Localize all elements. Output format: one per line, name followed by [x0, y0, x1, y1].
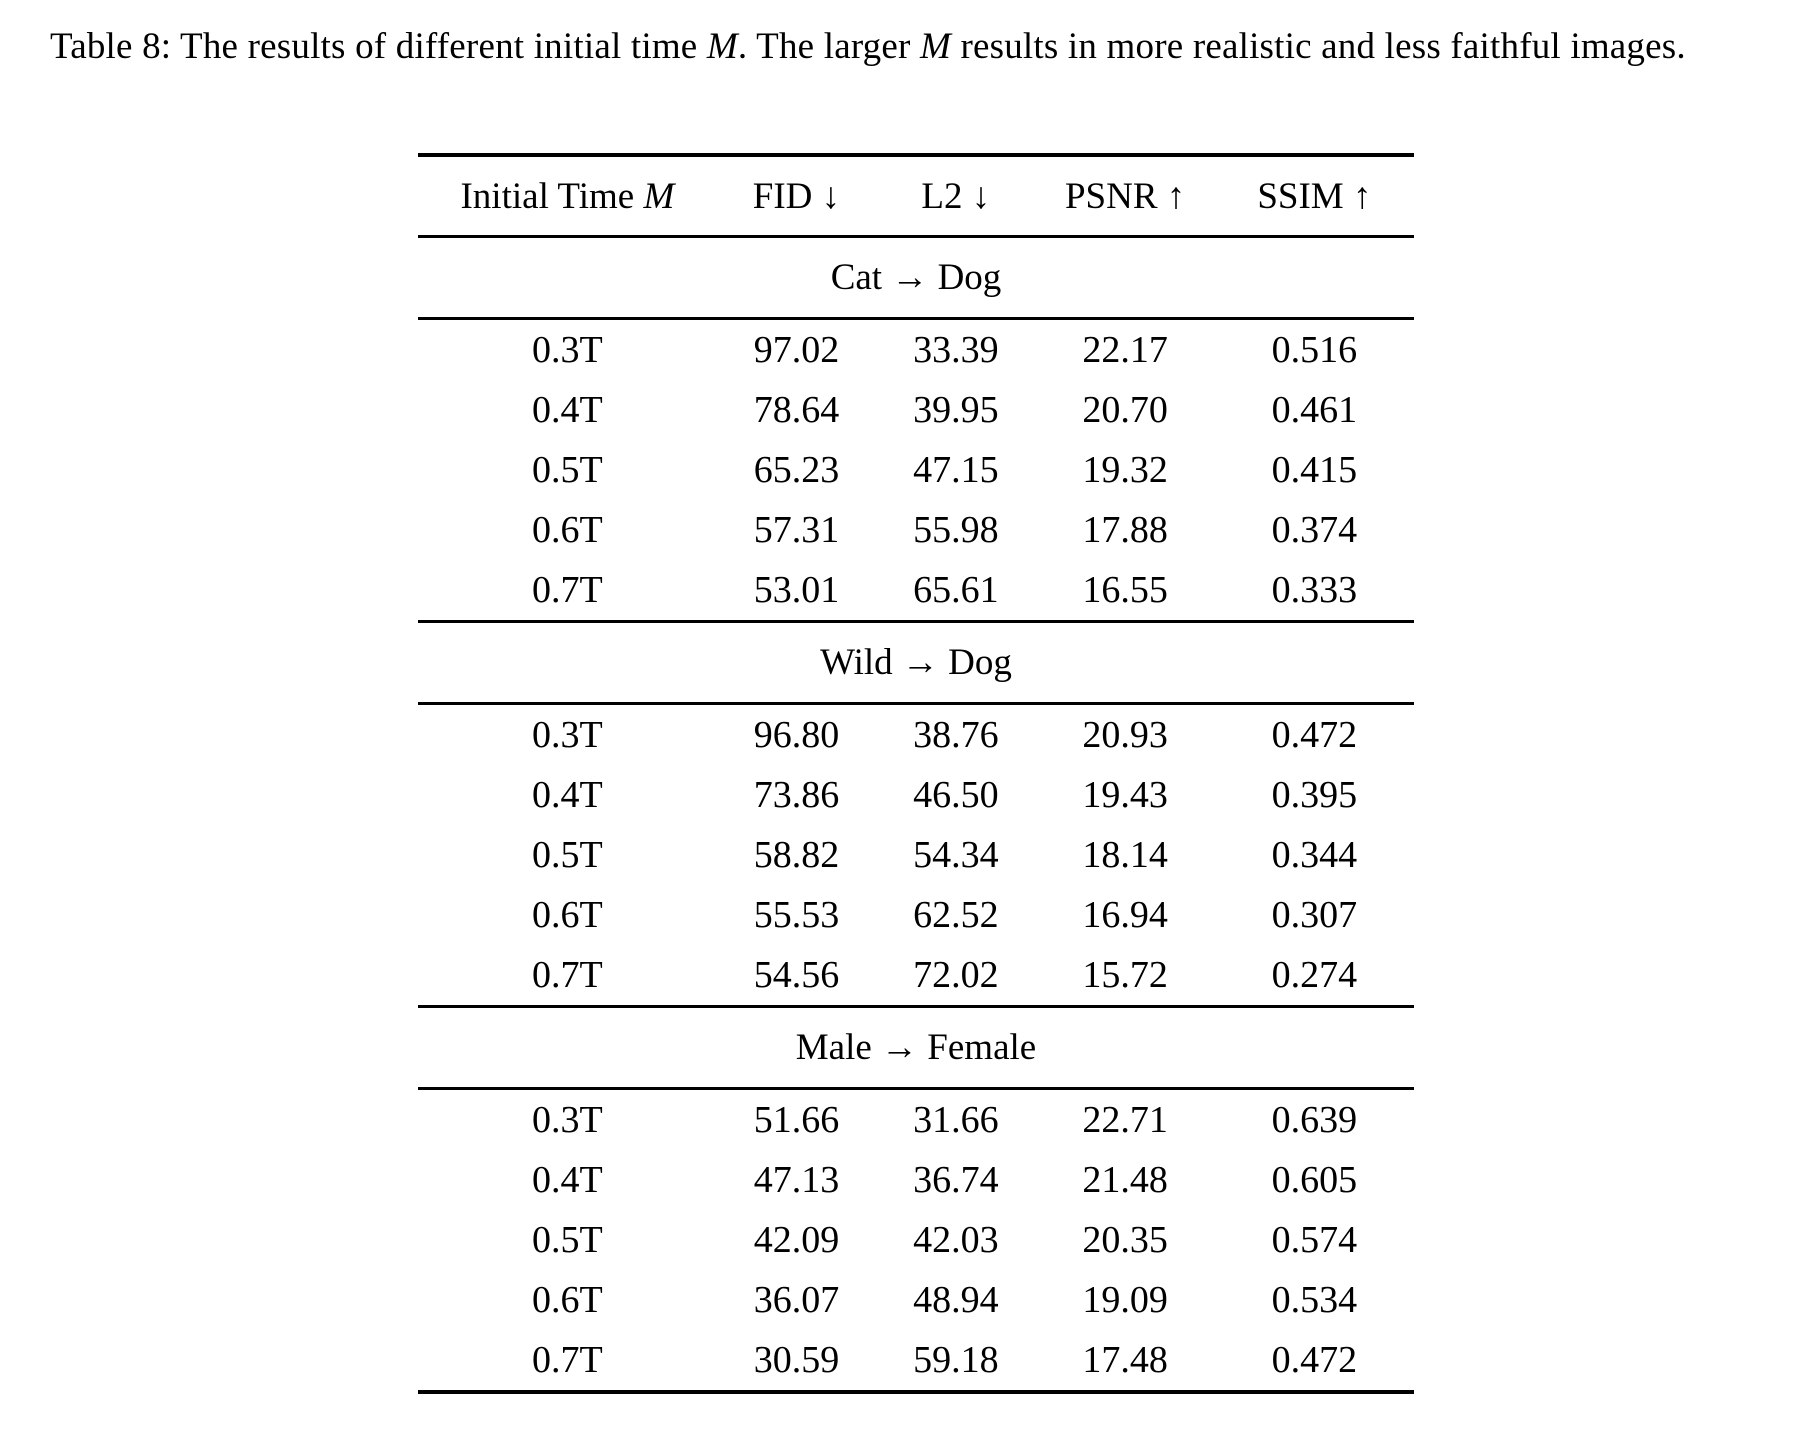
metric-value: 97.02: [753, 329, 840, 371]
section-title: Wild → Dog: [418, 622, 1414, 704]
col-header-initial-time-text: Initial Time: [460, 175, 644, 217]
section-header-row: [418, 622, 1414, 704]
metric-value: 38.76: [913, 714, 999, 756]
row-label-initial-time: 0.5T: [532, 449, 603, 491]
col-header-initial-time-math: M: [643, 175, 675, 217]
metric-value: 16.55: [1082, 569, 1168, 611]
metric-value: 96.80: [753, 714, 840, 756]
table-row: [418, 765, 1414, 825]
row-label-initial-time: 0.5T: [532, 834, 603, 876]
table-row: [418, 380, 1414, 440]
table-row: [418, 1330, 1414, 1392]
caption-text-3: results in more realistic and less faithful images.: [951, 26, 1686, 67]
metric-value: 73.86: [753, 774, 840, 816]
col-header-fid: FID ↓: [717, 155, 876, 237]
metric-value: 62.52: [913, 894, 999, 936]
row-label-initial-time: 0.5T: [532, 1219, 603, 1261]
metric-value: 42.09: [753, 1219, 840, 1261]
row-label-initial-time: 0.4T: [532, 1159, 603, 1201]
metric-value: 0.415: [1271, 449, 1358, 491]
metric-value: 58.82: [753, 834, 840, 876]
row-label-initial-time: 0.6T: [532, 1279, 603, 1321]
metric-value: 20.35: [1082, 1219, 1168, 1261]
caption-math-m-2: M: [919, 26, 952, 67]
row-label-initial-time: 0.7T: [532, 954, 603, 996]
section-header-row: [418, 237, 1414, 319]
metric-value: 17.48: [1082, 1339, 1168, 1381]
metric-value: 36.74: [913, 1159, 999, 1201]
col-header-initial-time: [418, 155, 717, 237]
table-row: [418, 885, 1414, 945]
metric-value: 15.72: [1082, 954, 1168, 996]
row-label-initial-time: 0.4T: [532, 774, 603, 816]
metric-value: 0.344: [1271, 834, 1358, 876]
metric-value: 65.61: [913, 569, 999, 611]
table-row: [418, 1210, 1414, 1270]
row-label-initial-time: 0.3T: [532, 714, 603, 756]
row-label-initial-time: 0.6T: [532, 894, 603, 936]
metric-value: 55.98: [913, 509, 999, 551]
metric-value: 0.274: [1271, 954, 1358, 996]
table-row: [418, 1270, 1414, 1330]
metric-value: 0.307: [1271, 894, 1358, 936]
table-row: [418, 500, 1414, 560]
metric-value: 0.605: [1271, 1159, 1358, 1201]
metric-value: 59.18: [913, 1339, 999, 1381]
metric-value: 39.95: [913, 389, 999, 431]
metric-value: 78.64: [753, 389, 840, 431]
row-label-initial-time: 0.3T: [532, 1099, 603, 1141]
table-row: [418, 825, 1414, 885]
metric-value: 18.14: [1082, 834, 1168, 876]
metric-value: 47.13: [753, 1159, 840, 1201]
metric-value: 42.03: [913, 1219, 999, 1261]
metric-value: 54.56: [753, 954, 840, 996]
table-row: [418, 1150, 1414, 1210]
metric-value: 36.07: [753, 1279, 840, 1321]
table-row: [418, 945, 1414, 1007]
row-label-initial-time: 0.4T: [532, 389, 603, 431]
metric-value: 20.70: [1082, 389, 1168, 431]
section-header-row: [418, 1007, 1414, 1089]
metric-value: 46.50: [913, 774, 999, 816]
metric-value: 0.333: [1271, 569, 1358, 611]
row-label-initial-time: 0.7T: [532, 569, 603, 611]
metric-value: 0.534: [1271, 1279, 1358, 1321]
table-row: [418, 704, 1414, 766]
metric-value: 0.472: [1271, 1339, 1358, 1381]
metric-value: 55.53: [753, 894, 840, 936]
row-label-initial-time: 0.6T: [532, 509, 603, 551]
results-table: [418, 153, 1414, 1394]
metric-value: 19.32: [1082, 449, 1168, 491]
metric-value: 19.43: [1082, 774, 1168, 816]
section-title: Male → Female: [418, 1007, 1414, 1089]
table-row: [418, 319, 1414, 381]
metric-value: 22.17: [1082, 329, 1168, 371]
caption-text-2: . The larger: [737, 26, 920, 67]
metric-value: 22.71: [1082, 1099, 1168, 1141]
col-header-ssim: SSIM ↑: [1215, 155, 1414, 237]
row-label-initial-time: 0.3T: [532, 329, 603, 371]
metric-value: 0.395: [1271, 774, 1358, 816]
metric-value: 47.15: [913, 449, 999, 491]
metric-value: 17.88: [1082, 509, 1168, 551]
caption-text-1: Table 8: The results of different initial time: [50, 26, 707, 67]
metric-value: 0.472: [1271, 714, 1358, 756]
metric-value: 0.639: [1271, 1099, 1358, 1141]
metric-value: 0.574: [1271, 1219, 1358, 1261]
metric-value: 72.02: [913, 954, 999, 996]
metric-value: 57.31: [753, 509, 840, 551]
metric-value: 30.59: [753, 1339, 840, 1381]
table-row: [418, 440, 1414, 500]
metric-value: 21.48: [1082, 1159, 1168, 1201]
metric-value: 16.94: [1082, 894, 1168, 936]
metric-value: 0.516: [1271, 329, 1358, 371]
metric-value: 51.66: [753, 1099, 840, 1141]
row-label-initial-time: 0.7T: [532, 1339, 603, 1381]
metric-value: 48.94: [913, 1279, 999, 1321]
header-row: [418, 155, 1414, 237]
table-caption: [50, 20, 1765, 73]
metric-value: 19.09: [1082, 1279, 1168, 1321]
metric-value: 0.374: [1271, 509, 1358, 551]
section-title: Cat → Dog: [418, 237, 1414, 319]
metric-value: 33.39: [913, 329, 999, 371]
table-row: [418, 560, 1414, 622]
metric-value: 0.461: [1271, 389, 1358, 431]
metric-value: 65.23: [753, 449, 840, 491]
table-row: [418, 1089, 1414, 1151]
col-header-l2: L2 ↓: [876, 155, 1035, 237]
col-header-psnr: PSNR ↑: [1036, 155, 1215, 237]
metric-value: 53.01: [753, 569, 840, 611]
caption-math-m-1: M: [706, 26, 738, 67]
metric-value: 20.93: [1082, 714, 1168, 756]
metric-value: 31.66: [913, 1099, 999, 1141]
metric-value: 54.34: [913, 834, 999, 876]
